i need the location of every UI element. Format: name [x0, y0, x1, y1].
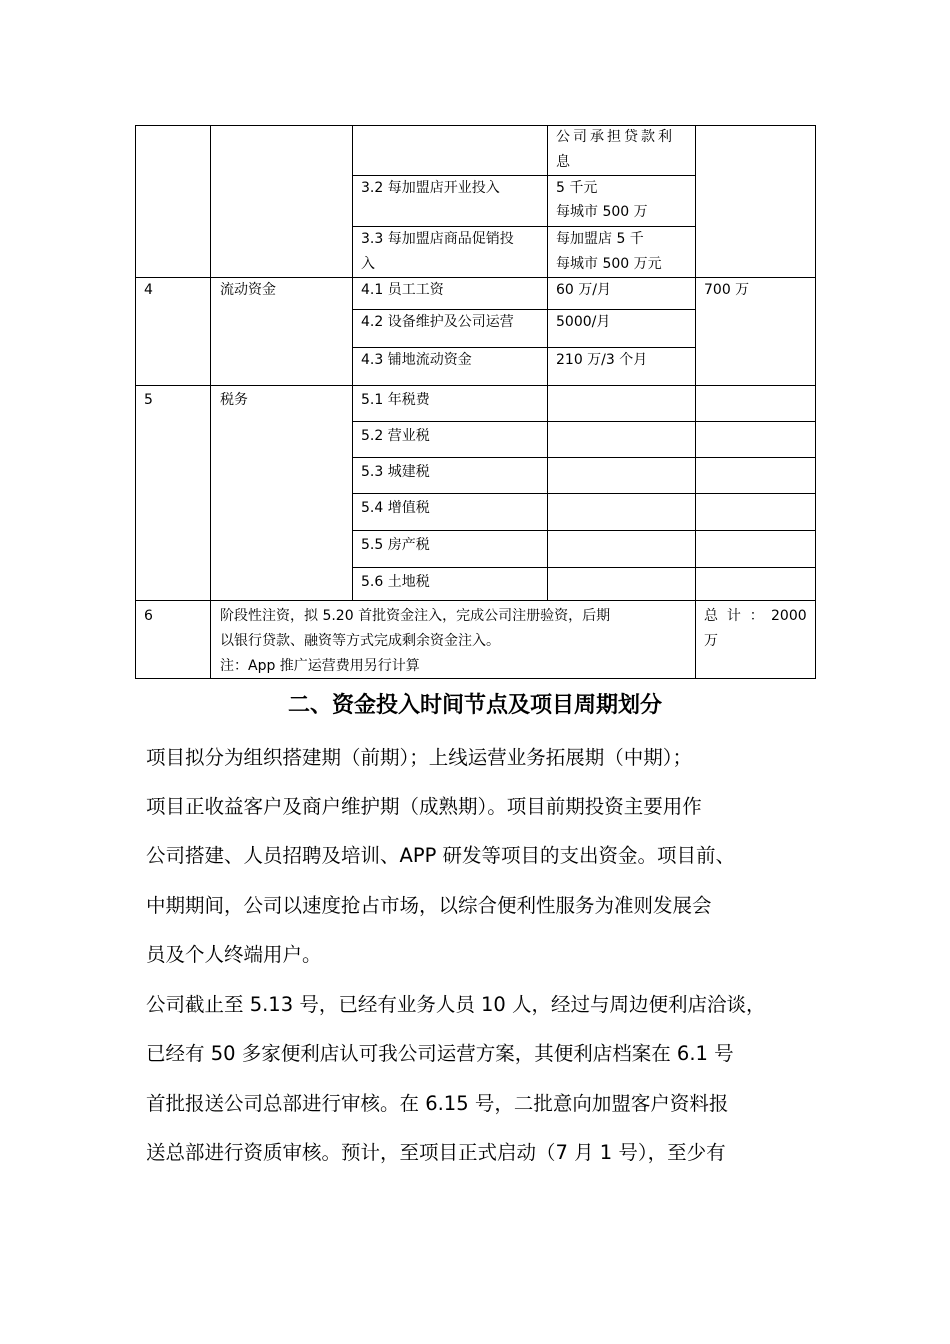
- paragraph-line: 项目拟分为组织搭建期（前期）；上线运营业务拓展期（中期）；: [146, 746, 693, 769]
- table-cell-no: 5: [144, 392, 153, 408]
- table-cell: 每城市 500 万: [556, 204, 648, 220]
- table-cell: 60 万/月: [556, 282, 611, 298]
- table-cell-desc: 阶段性注资，拟 5.20 首批资金注入，完成公司注册验资，后期: [220, 608, 611, 624]
- table-col-rule: [547, 125, 548, 601]
- table-cell: 4.2 设备维护及公司运营: [361, 314, 514, 330]
- table-col-rule: [210, 125, 211, 679]
- table-cell-total-unit: 万: [704, 633, 718, 649]
- table-cell: 5.5 房产税: [361, 537, 430, 553]
- paragraph-line: 中期期间，公司以速度抢占市场，以综合便利性服务为准则发展会: [146, 894, 712, 917]
- paragraph-line: 送总部进行资质审核。预计，至项目正式启动（7 月 1 号），至少有: [146, 1141, 726, 1164]
- table-cell: 5000/月: [556, 314, 611, 330]
- table-cell: 5.1 年税费: [361, 392, 430, 408]
- paragraph-line: 员及个人终端用户。: [146, 943, 322, 966]
- table-cell: 3.3 每加盟店商品促销投: [361, 231, 514, 247]
- table-cell: 5.3 城建税: [361, 464, 430, 480]
- paragraph-line: 公司截止至 5.13 号，已经有业务人员 10 人，经过与周边便利店洽谈，: [146, 993, 766, 1016]
- table-cell: 4.3 铺地流动资金: [361, 352, 472, 368]
- table-cell-total-value: 2000: [771, 608, 807, 624]
- table-cell: 每加盟店 5 千: [556, 231, 644, 247]
- table-border-top: [135, 125, 816, 126]
- table-cell: 每城市 500 万元: [556, 256, 662, 272]
- paragraph-line: 已经有 50 多家便利店认可我公司运营方案，其便利店档案在 6.1 号: [146, 1042, 734, 1065]
- table-rule: [352, 493, 816, 494]
- table-cell: 公司承担贷款利: [556, 129, 675, 145]
- paragraph-line: 项目正收益客户及商户维护期（成熟期）。项目前期投资主要用作: [146, 795, 702, 818]
- table-border-left: [135, 125, 136, 679]
- table-cell-note: 注：App 推广运营费用另行计算: [220, 658, 420, 674]
- table-cell: 3.2 每加盟店开业投入: [361, 180, 500, 196]
- table-cell: 210 万/3 个月: [556, 352, 648, 368]
- paragraph-line: 公司搭建、人员招聘及培训、APP 研发等项目的支出资金。项目前、: [146, 844, 736, 867]
- table-cell-category: 税务: [220, 392, 248, 408]
- table-cell-total: 700 万: [704, 282, 750, 298]
- table-rule: [135, 600, 816, 601]
- section-heading: 二、资金投入时间节点及项目周期划分: [287, 693, 662, 718]
- table-cell: 入: [361, 256, 375, 272]
- table-col-rule: [352, 125, 353, 601]
- table-rule: [352, 457, 816, 458]
- table-rule: [352, 530, 816, 531]
- table-border-right: [815, 125, 816, 679]
- table-cell-no: 6: [144, 608, 153, 624]
- table-cell-no: 4: [144, 282, 153, 298]
- table-col-rule: [695, 125, 696, 679]
- table-cell: 5.2 营业税: [361, 428, 430, 444]
- table-cell: 5.6 土地税: [361, 574, 430, 590]
- table-rule: [352, 421, 816, 422]
- paragraph-line: 首批报送公司总部进行审核。在 6.15 号，二批意向加盟客户资料报: [146, 1092, 729, 1115]
- table-cell: 5 千元: [556, 180, 598, 196]
- table-cell-category: 流动资金: [220, 282, 276, 298]
- table-cell: 4.1 员工工资: [361, 282, 444, 298]
- table-rule: [352, 567, 816, 568]
- table-cell-total-label: 总 计 ：: [704, 608, 764, 624]
- table-cell-desc: 以银行贷款、融资等方式完成剩余资金注入。: [220, 633, 500, 649]
- table-rule: [135, 385, 816, 386]
- table-cell: 5.4 增值税: [361, 500, 430, 516]
- table-cell: 息: [556, 154, 570, 170]
